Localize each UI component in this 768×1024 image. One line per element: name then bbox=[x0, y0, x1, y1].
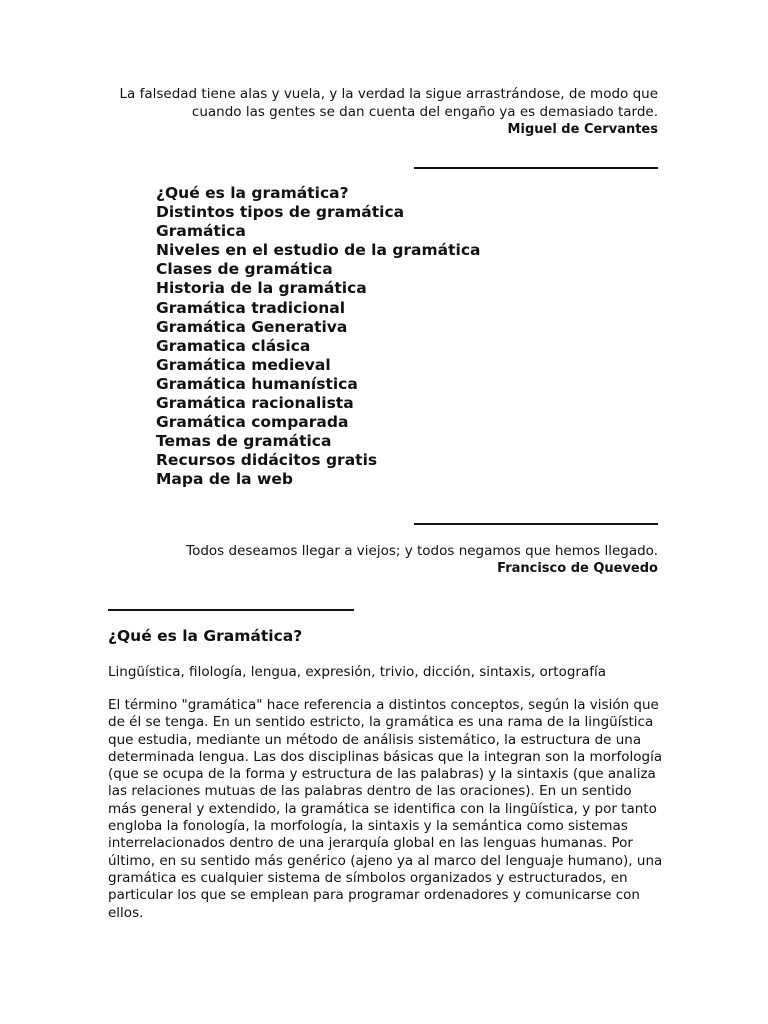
toc-item-tradicional[interactable]: Gramática tradicional bbox=[156, 298, 346, 317]
toc-item-historia[interactable]: Historia de la gramática bbox=[156, 279, 367, 298]
divider-top bbox=[414, 167, 658, 169]
toc-item-temas[interactable]: Temas de gramática bbox=[156, 432, 332, 451]
table-of-contents bbox=[156, 184, 481, 490]
toc-item-clasica[interactable]: Gramatica clásica bbox=[156, 336, 311, 355]
toc-item-humanistica[interactable]: Gramática humanística bbox=[156, 374, 358, 393]
toc-item-gramatica[interactable]: Gramática bbox=[156, 222, 246, 241]
section-keywords: Lingüística, filología, lengua, expresión, trivio, dicción, sintaxis, ortografía bbox=[108, 664, 607, 680]
quote-top-author: Miguel de Cervantes bbox=[507, 122, 658, 137]
toc-item-niveles[interactable]: Niveles en el estudio de la gramática bbox=[156, 241, 481, 260]
section-paragraph: El término "gramática" hace referencia a distintos conceptos, según la visión que de él se tenga. En un sentido estricto, la gramática es una rama de la lingüística que estudia, mediante un método de análisis sistemático, la estructura de una determinada lengua. Las dos disciplinas básicas que la integran son la morfología (que se ocupa de la forma y estructura de las palabras) y la sintaxis (que analiza las relaciones mutuas de las palabras dentro de las oraciones). En un sentido más general y extendido, la gramática se identifica con la lingüística, y por tanto engloba la fonología, la morfología, la sintaxis y la semántica como sistemas interrelacionados dentro de una jerarquía global en las lenguas humanas. Por último, en su sentido más genérico (ajeno ya al marco del lenguaje humano), una gramática es cualquier sistema de símbolos organizados y estructurados, en particular los que se emplean para programar ordenadores y comunicarse con ellos. bbox=[108, 697, 663, 921]
quote-top bbox=[98, 85, 658, 139]
quote-bottom-text: Todos deseamos llegar a viejos; y todos negamos que hemos llegado. bbox=[186, 543, 658, 559]
divider-section bbox=[108, 609, 354, 611]
toc-item-medieval[interactable]: Gramática medieval bbox=[156, 355, 331, 374]
section-title: ¿Qué es la Gramática? bbox=[108, 627, 303, 645]
divider-middle bbox=[414, 523, 658, 525]
toc-item-distintos-tipos[interactable]: Distintos tipos de gramática bbox=[156, 203, 405, 222]
quote-top-text: La falsedad tiene alas y vuela, y la verdad la sigue arrastrándose, de modo que cuando las gentes se dan cuenta del engaño ya es demasiado tarde. bbox=[119, 86, 658, 120]
toc-item-mapa-web[interactable]: Mapa de la web bbox=[156, 470, 293, 489]
toc-item-generativa[interactable]: Gramática Generativa bbox=[156, 317, 348, 336]
toc-item-comparada[interactable]: Gramática comparada bbox=[156, 413, 349, 432]
toc-item-clases[interactable]: Clases de gramática bbox=[156, 260, 333, 279]
toc-item-racionalista[interactable]: Gramática racionalista bbox=[156, 394, 354, 413]
quote-bottom-author: Francisco de Quevedo bbox=[497, 561, 658, 576]
quote-bottom bbox=[98, 542, 658, 578]
toc-item-recursos[interactable]: Recursos didácitos gratis bbox=[156, 451, 378, 470]
toc-item-que-es-la-gramatica[interactable]: ¿Qué es la gramática? bbox=[156, 184, 349, 202]
